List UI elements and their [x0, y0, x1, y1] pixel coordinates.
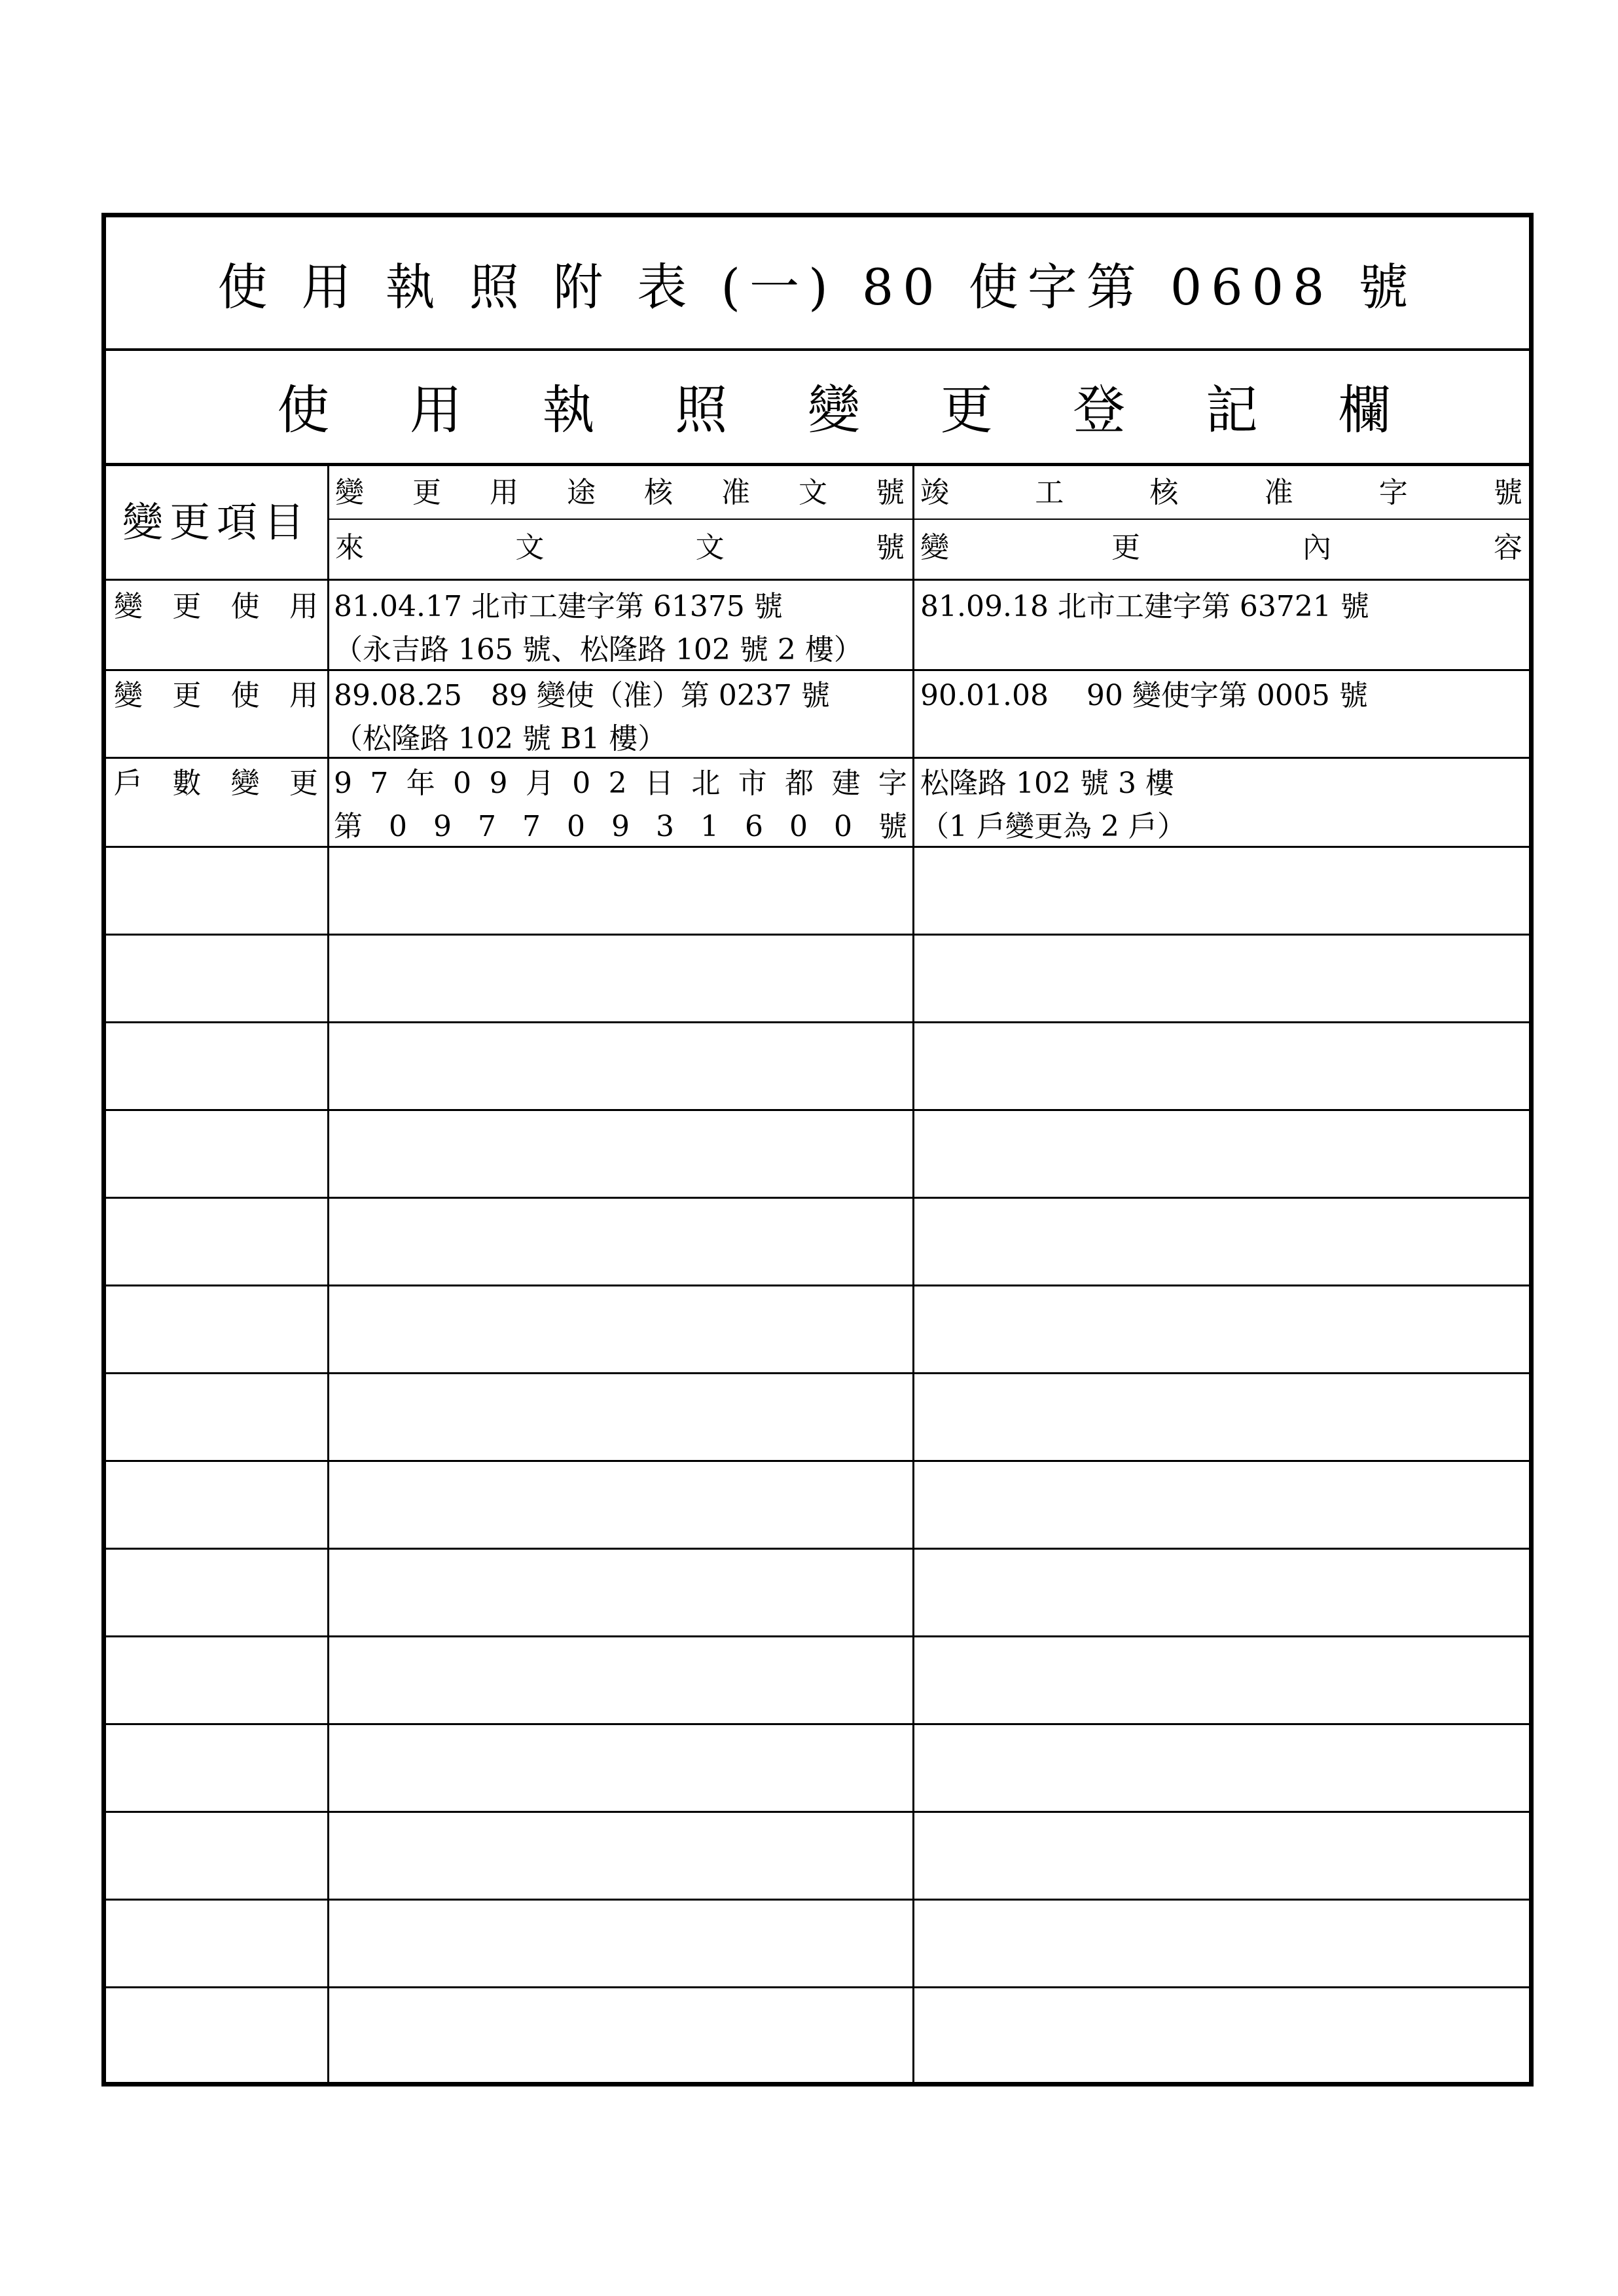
header-approval-doc	[335, 471, 905, 515]
item-char: 變	[114, 590, 143, 623]
entry-approval-doc-line2	[334, 805, 907, 848]
header-char: 號	[1493, 476, 1522, 509]
header-char: 號	[876, 476, 905, 509]
entry-approval-doc-line1	[334, 762, 907, 805]
item-char: 變	[230, 767, 260, 800]
doc-char: 字	[878, 767, 907, 800]
doc-char: 7	[370, 767, 389, 800]
subtitle-char: 照	[675, 380, 728, 441]
doc-char: 年	[406, 767, 435, 800]
subtitle-char: 登	[1073, 380, 1126, 441]
result-line: 90.01.08 90 變使字第 0005 號	[920, 679, 1368, 712]
doc-char: 月	[525, 767, 554, 800]
header-char: 變	[335, 476, 364, 509]
header-char: 來	[335, 531, 364, 564]
subtitle-char: 使	[277, 380, 330, 441]
subtitle-char: 更	[940, 380, 993, 441]
subtitle-char: 記	[1205, 380, 1258, 441]
header-char: 准	[721, 476, 750, 509]
row-divider	[106, 1986, 1529, 1988]
header-char: 更	[1111, 531, 1140, 564]
header-char: 核	[644, 476, 673, 509]
item-char: 用	[289, 590, 318, 623]
item-char: 使	[230, 590, 260, 623]
item-char: 用	[289, 679, 318, 712]
header-divider	[106, 579, 1529, 581]
row-divider	[106, 1285, 1529, 1286]
header-char: 准	[1264, 476, 1293, 509]
header-change-item: 變更項目	[122, 498, 311, 546]
row-divider	[106, 1460, 1529, 1462]
header-char: 文	[695, 531, 725, 564]
row-divider	[106, 1197, 1529, 1199]
doc-char: 號	[878, 810, 907, 843]
header-char: 變	[920, 531, 949, 564]
header-char: 用	[490, 476, 518, 509]
header-char: 途	[567, 476, 596, 509]
doc-char: 3	[656, 810, 674, 843]
item-char: 更	[172, 679, 202, 712]
form-title: 使 用 執 照 附 表 (一) 80 使字第 0608 號	[106, 217, 1529, 351]
header-char: 容	[1494, 531, 1522, 564]
entry-item	[114, 762, 318, 805]
doc-char: 9	[611, 810, 630, 843]
row-divider	[106, 1109, 1529, 1111]
row-divider	[106, 1021, 1529, 1023]
item-char: 數	[172, 767, 202, 800]
doc-char: 6	[745, 810, 763, 843]
row-divider	[106, 1723, 1529, 1725]
result-line: 81.09.18 北市工建字第 63721 號	[920, 590, 1369, 623]
header-char: 工	[1035, 476, 1064, 509]
header-incoming-doc	[335, 526, 905, 570]
column-divider	[912, 466, 914, 2086]
doc-char: 日	[645, 767, 674, 800]
doc-char: 市	[738, 767, 767, 800]
doc-char: 9	[433, 810, 452, 843]
doc-char: 1	[700, 810, 719, 843]
row-divider	[106, 934, 1529, 936]
doc-line: 89.08.25 89 變使（准）第 0237 號	[334, 679, 830, 712]
entry-item	[114, 674, 318, 718]
header-char: 核	[1149, 476, 1179, 509]
entry-change-content	[920, 762, 1522, 848]
item-char: 戶	[114, 767, 143, 800]
row-divider	[106, 1811, 1529, 1813]
subtitle-char: 變	[807, 380, 860, 441]
usage-permit-annex-form	[101, 213, 1534, 2086]
doc-char: 0	[389, 810, 407, 843]
header-char: 更	[412, 476, 441, 509]
doc-char: 7	[522, 810, 541, 843]
result-line: （1 戶變更為 2 戶）	[920, 810, 1186, 843]
column-divider	[327, 466, 329, 2086]
doc-char: 0	[453, 767, 472, 800]
item-char: 使	[230, 679, 260, 712]
entry-approval-doc	[334, 674, 910, 761]
entry-approval-doc	[334, 585, 910, 672]
doc-char: 建	[831, 767, 861, 800]
doc-char: 0	[834, 810, 852, 843]
header-char: 文	[515, 531, 545, 564]
doc-char: 0	[567, 810, 585, 843]
header-char: 竣	[920, 476, 949, 509]
result-line: 松隆路 102 號 3 樓	[920, 767, 1174, 800]
subtitle-char: 用	[409, 380, 462, 441]
subtitle-char: 欄	[1338, 380, 1391, 441]
doc-line: （永吉路 165 號、松隆路 102 號 2 樓）	[334, 633, 863, 666]
header-char: 內	[1303, 531, 1331, 564]
change-register-table	[106, 466, 1529, 2086]
header-char: 字	[1378, 476, 1408, 509]
header-change-content	[920, 526, 1522, 570]
row-divider	[106, 1635, 1529, 1637]
doc-char: 2	[608, 767, 627, 800]
doc-char: 9	[489, 767, 508, 800]
row-divider	[106, 1372, 1529, 1374]
doc-char: 9	[334, 767, 352, 800]
entry-completion	[920, 674, 1522, 718]
doc-line: （松隆路 102 號 B1 樓）	[334, 722, 667, 756]
doc-char: 0	[572, 767, 591, 800]
item-char: 更	[289, 767, 318, 800]
doc-char: 都	[785, 767, 814, 800]
header-char: 號	[875, 531, 905, 564]
form-subtitle	[106, 348, 1529, 466]
subtitle-char: 執	[542, 380, 595, 441]
item-char: 變	[114, 679, 143, 712]
row-divider	[106, 1899, 1529, 1901]
doc-char: 北	[691, 767, 721, 800]
doc-char: 0	[789, 810, 808, 843]
header-completion-approval	[920, 471, 1522, 515]
entry-completion	[920, 585, 1522, 629]
entry-item	[114, 585, 318, 629]
header-char: 文	[799, 476, 827, 509]
header-sub-divider	[327, 519, 1529, 520]
doc-char: 第	[334, 810, 363, 843]
row-divider	[106, 1548, 1529, 1550]
doc-char: 7	[478, 810, 496, 843]
item-char: 更	[172, 590, 202, 623]
doc-line: 81.04.17 北市工建字第 61375 號	[334, 590, 783, 623]
